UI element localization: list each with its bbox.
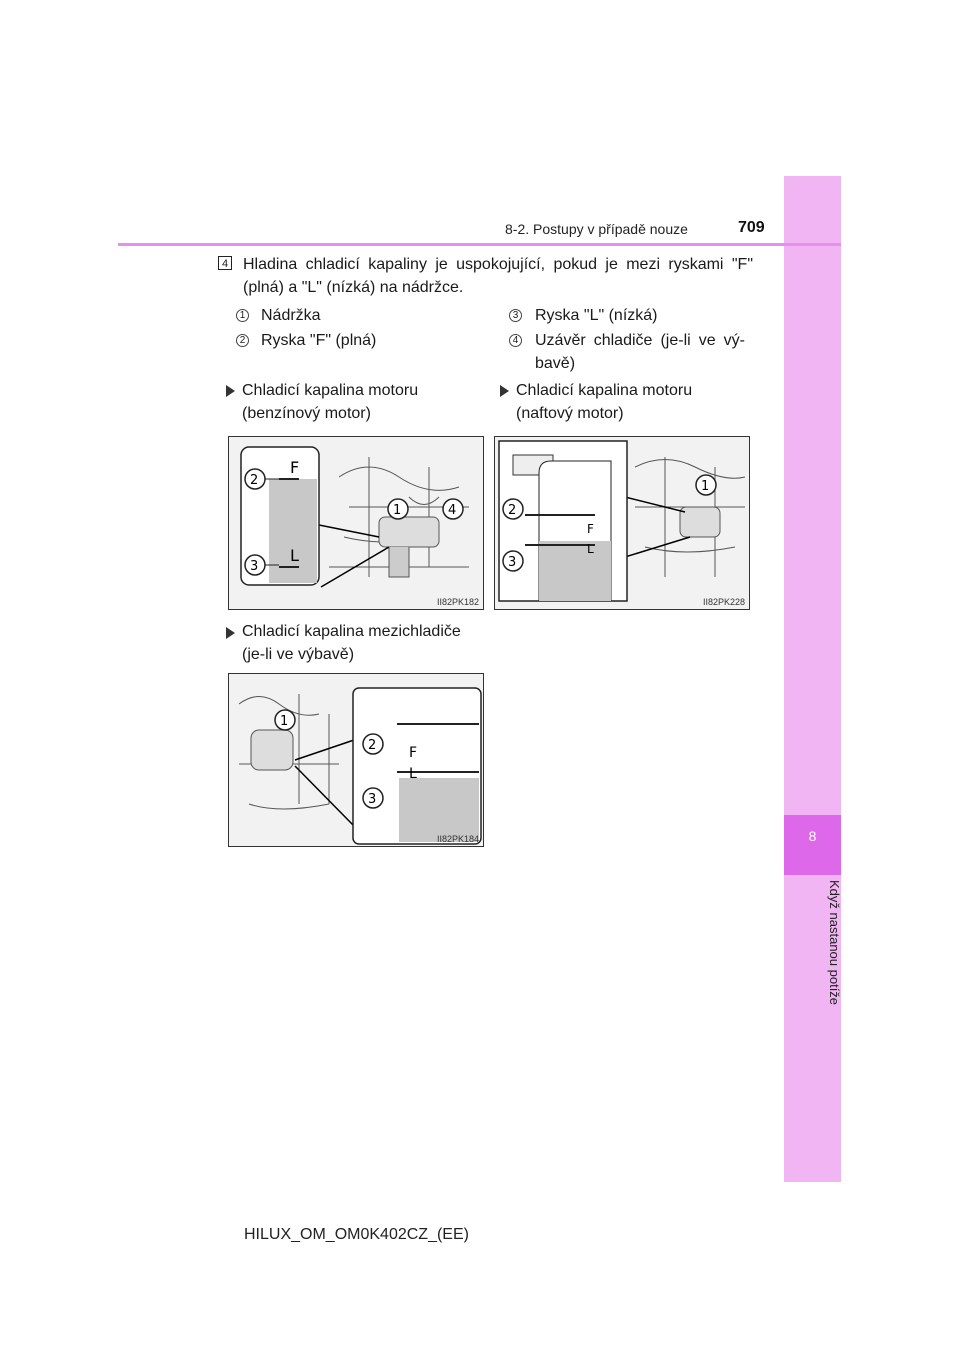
legend-label: Nádržka <box>261 307 321 324</box>
callout-1: 1 <box>393 503 402 518</box>
figure-illustration <box>495 437 750 610</box>
subsection-title: Chladicí kapalina motoru (naftový motor) <box>516 382 693 422</box>
legend-number: 2 <box>236 334 249 347</box>
callout-3: 3 <box>508 555 517 570</box>
l-mark: L <box>409 766 417 782</box>
figure-intercooler-coolant <box>228 673 484 847</box>
subsection-title: Chladicí kapalina mezichladiče (je-li ve výbavě) <box>242 623 461 663</box>
figure-code: II82PK184 <box>436 834 479 844</box>
callout-2: 2 <box>368 738 377 753</box>
callout-3: 3 <box>368 792 377 807</box>
f-mark: F <box>290 458 300 477</box>
document-id: HILUX_OM_OM0K402CZ_(EE) <box>244 1226 469 1243</box>
chapter-number: 8 <box>808 828 817 844</box>
section-title: 8-2. Postupy v případě nouze <box>505 221 688 237</box>
callout-3: 3 <box>250 559 259 574</box>
step-number-box: 4 <box>218 256 232 270</box>
legend-number: 3 <box>509 309 522 322</box>
figure-code: II82PK228 <box>702 597 745 607</box>
legend-label: Ryska "L" (nízká) <box>535 307 658 324</box>
callout-1: 1 <box>701 479 710 494</box>
chapter-tab-active[interactable] <box>784 815 841 875</box>
chapter-side-tab <box>784 176 841 1182</box>
f-mark: F <box>409 745 418 761</box>
l-mark: L <box>587 542 594 556</box>
callout-1: 1 <box>280 714 289 729</box>
subsection-title: Chladicí kapalina motoru (benzínový motor) <box>242 382 419 422</box>
legend-label: Ryska "F" (plná) <box>261 332 377 349</box>
figure-code: II82PK182 <box>436 597 479 607</box>
figure-diesel-coolant <box>494 436 750 610</box>
triangle-bullet-icon <box>226 385 235 397</box>
figure-illustration <box>229 674 484 847</box>
f-mark: F <box>587 522 594 536</box>
triangle-bullet-icon <box>226 627 235 639</box>
legend-number: 4 <box>509 334 522 347</box>
step-text: Hladina chladicí kapaliny je uspokojující, pokud je mezi ryskami "F" (plná) a "L" (nízká) na nádržce. <box>243 256 753 296</box>
header-divider <box>118 243 841 246</box>
figure-illustration <box>229 437 484 610</box>
callout-4: 4 <box>448 503 457 518</box>
figure-petrol-coolant <box>228 436 484 610</box>
page-number: 709 <box>738 219 765 236</box>
chapter-title: Když nastanou potíže <box>827 880 842 1006</box>
l-mark: L <box>290 546 299 565</box>
legend-number: 1 <box>236 309 249 322</box>
callout-2: 2 <box>250 473 259 488</box>
callout-2: 2 <box>508 503 517 518</box>
legend-label: Uzávěr chladiče (je-li ve vý-bavě) <box>535 332 745 372</box>
triangle-bullet-icon <box>500 385 509 397</box>
